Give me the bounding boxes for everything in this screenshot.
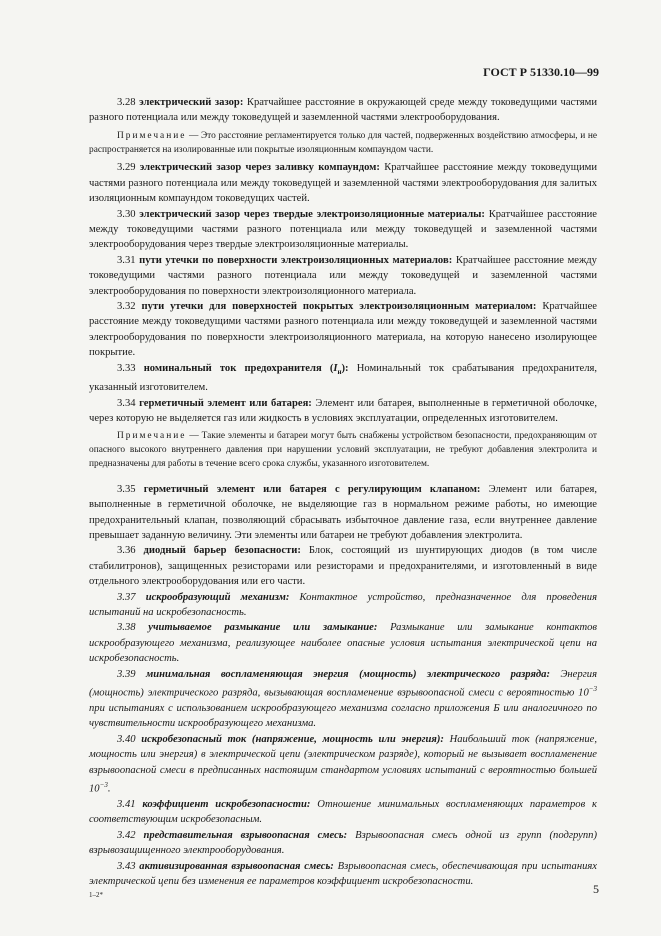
note-1: Примечание — Это расстояние регламентируется только для частей, подверженных воздействию атмосферы, и не распространяется на изолированные или покрытые изоляционным компаундом части. xyxy=(89,130,598,155)
item-3-40: 3.40 искробезопасный ток (напряжение, мощность или энергия): Наибольший ток (напряжение, мощность или энергия) в электрической цепи (электрическом разряде), который не вызывает воспламенение взрывоопасной смеси в предписанных настоящим стандартом условиях испытаний с вероятностью большей $10^{-3}$. xyxy=(89,733,598,795)
item-3-35: 3.35 герметичный элемент или батарея с регулирующим клапаном: Элемент или батарея, выполненные в герметичной оболочке, не выделяющие газ в нормальном режиме работы, но имеющие предохранительный клапан, позволяющий сбрасывать избыточное давление газа, если внутреннее давление превышает заданную величину. Эти элементы или батареи не требуют добавления электролита. xyxy=(89,483,597,542)
item-3-31: 3.31 пути утечки по поверхности электроизоляционных материалов: Кратчайшее расстояние между токоведущими частями разного потенциала или между токоведущей и заземленной частями электрооборудования по поверхности электроизоляционного материала. xyxy=(89,254,597,297)
document-body xyxy=(89,95,597,889)
item-3-37: 3.37 искрообразующий механизм: Контактное устройство, предназначенное для проведения испытаний на искробезопасность. xyxy=(89,591,597,619)
item-3-41: 3.41 коэффициент искробезопасности: Отношение минимальных воспламеняющих параметров к соответствующим искробезопасным. xyxy=(89,799,597,826)
footer-signature-mark: 1–2* xyxy=(89,891,103,899)
item-3-34: 3.34 герметичный элемент или батарея: Элемент или батарея, выполненные в герметичной оболочке, через которую не выделяется газ или жидкость в условиях эксплуатации, определенных изготовителем. xyxy=(89,397,597,425)
item-3-36: 3.36 диодный барьер безопасности: Блок, состоящий из шунтирующих диодов (в том числе стабилитронов), защищенных резисторами или резисторами и предохранителями, и изготовленный в виде отдельного электрооборудования или его части. xyxy=(89,545,597,588)
item-3-29: 3.29 электрический зазор через заливку компаундом: Кратчайшее расстояние между токоведущими частями разного потенциала или между токоведущей и заземленной частями электрооборудования для залитых изоляционным компаундом токоведущих частей. xyxy=(89,162,597,205)
document-header: ГОСТ Р 51330.10—99 xyxy=(483,65,599,79)
item-3-39: 3.39 минимальная воспламеняющая энергия (мощность) электрического разряда: Энергия (мощность) электрического разряда, вызывающая воспламенение взрывоопасной смеси с вероятностью $10^{-3}$ при испытаниях с использованием искрообразующего механизма согласно приложения Б или аналогичного по чувствительности искрообразующего механизма. xyxy=(89,668,598,730)
item-3-33: 3.33 номинальный ток предохранителя $(I_н)$: Номинальный ток срабатывания предохранителя, указанный изготовителем. xyxy=(89,362,597,394)
item-3-43: 3.43 активизированная взрывоопасная смесь: Взрывоопасная смесь, обеспечивающая при испытаниях электрической цепи без изменения ее параметров коэффициент искробезопасности. xyxy=(89,860,598,888)
item-3-38: 3.38 учитываемое размыкание или замыкание: Размыкание или замыкание контактов искрообразующего механизма, реализующее наиболее опасные условия испытания электрической цепи на искробезопасность. xyxy=(89,622,597,665)
page-number: 5 xyxy=(593,882,599,896)
item-3-30: 3.30 электрический зазор через твердые электроизоляционные материалы: Кратчайшее расстояние между токоведущими частями разного потенциала или между токоведущей и заземленной частями электрооборудования через твердые электроизоляционные материалы. xyxy=(89,208,597,251)
item-3-42: 3.42 представительная взрывоопасная смесь: Взрывоопасная смесь одной из групп (подгрупп) взрывозащищенного электрооборудования. xyxy=(89,829,597,857)
item-3-28: 3.28 электрический зазор: Кратчайшее расстояние в окружающей среде между токоведущими частями разного потенциала или между токоведущей и заземленной частями электрооборудования. xyxy=(89,97,597,124)
note-2: Примечание — Такие элементы и батареи могут быть снабжены устройством безопасности, предохраняющим от опасного высокого внутреннего давления при нарушении условий эксплуатации, не требуют добавления электролита и предназначены для работы в течение всего срока службы, указанного изготовителем. xyxy=(89,431,598,470)
item-3-32: 3.32 пути утечки для поверхностей покрытых электроизоляционным материалом: Кратчайшее расстояние между токоведущими частями разного потенциала или между токоведущей и заземленной частями электрооборудования по поверхности электроизоляционного материала, на которую нанесено изолирующее покрытие. xyxy=(89,301,597,359)
